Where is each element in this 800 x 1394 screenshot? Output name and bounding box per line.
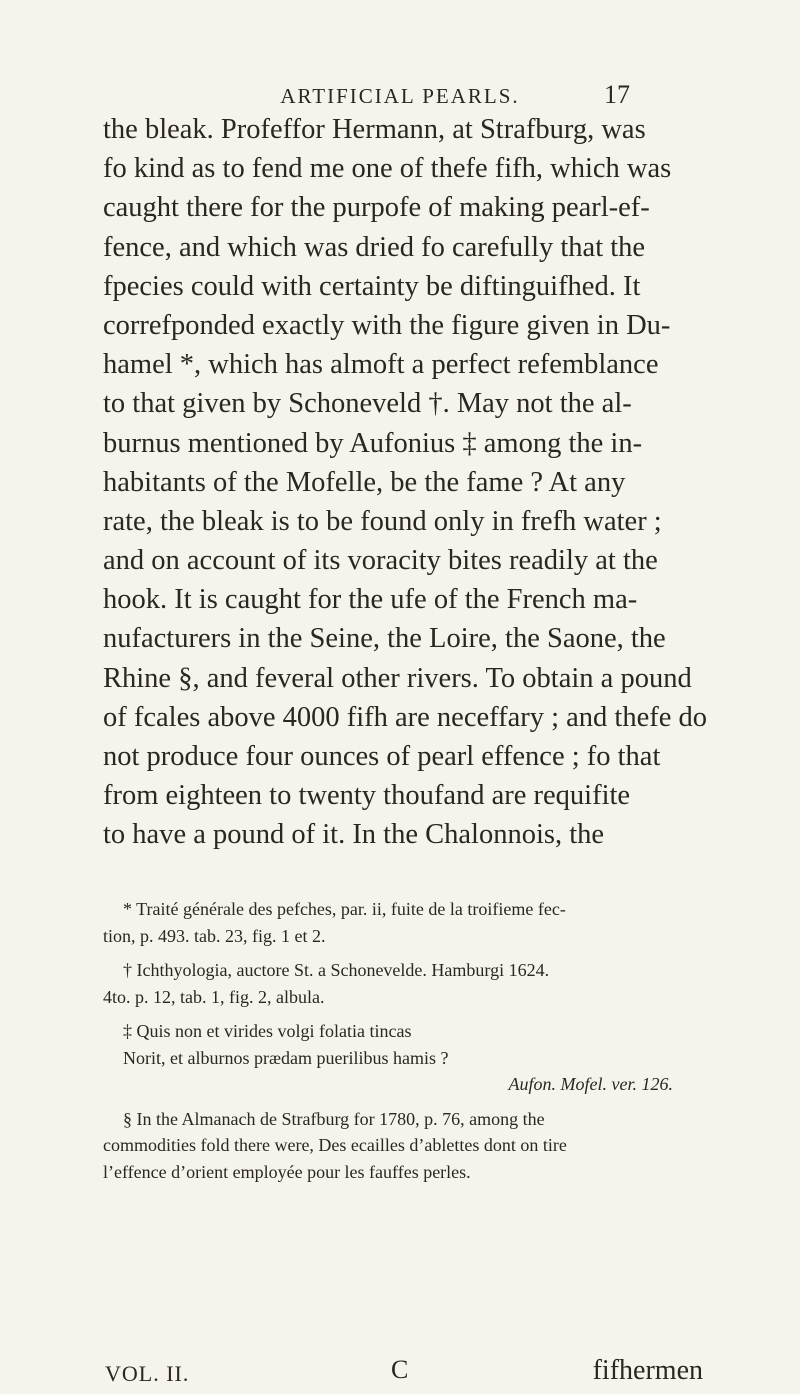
footnote-ddagger-source: Aufon. Mofel. ver. 126.: [508, 1074, 673, 1094]
text-line: rate, the bleak is to be found only in frefh water ;: [103, 505, 662, 537]
text-line: to that given by Schoneveld †. May not the al-: [103, 388, 632, 420]
volume-label: VOL. II.: [105, 1361, 190, 1386]
text-line: correfponded exactly with the figure given in Du-: [103, 309, 671, 341]
footnote-section-line: § In the Almanach de Strafburg for 1780, p. 76, among the: [123, 1108, 545, 1129]
text-line: from eighteen to twenty thoufand are requifite: [103, 780, 631, 812]
catchword: fifhermen: [592, 1355, 703, 1386]
text-line: of fcales above 4000 fifh are neceffary ; and thefe do: [103, 701, 708, 733]
footnote-dagger-line: † Ichthyologia, auctore St. a Schonevelde. Hamburgi 1624.: [123, 960, 550, 980]
page-number: 17: [604, 80, 630, 109]
text-line: the bleak. Profeffor Hermann, at Strafburg, was: [103, 114, 646, 145]
text-line: fpecies could with certainty be diftinguifhed. It: [103, 270, 641, 302]
text-line: nufacturers in the Seine, the Loire, the Saone, the: [103, 623, 666, 655]
text-line: fo kind as to fend me one of thefe fifh, which was: [103, 153, 672, 185]
footnote-section-line: l’effence d’orient employée pour les fauffes perles.: [103, 1161, 471, 1182]
text-line: not produce four ounces of pearl effence ; fo that: [103, 741, 661, 772]
footnote-ddagger-line: ‡ Quis non et virides volgi folatia tincas: [123, 1021, 412, 1041]
text-line: habitants of the Mofelle, be the fame ? At any: [103, 466, 626, 498]
page-footer: [103, 1353, 703, 1393]
text-line: and on account of its voracity bites readily at the: [103, 545, 658, 577]
text-line: caught there for the purpofe of making pearl-ef-: [103, 192, 650, 224]
footnote-dagger-line: 4to. p. 12, tab. 1, fig. 2, albula.: [103, 986, 325, 1007]
signature-mark: C: [391, 1355, 409, 1384]
main-text: [103, 110, 708, 855]
text-line: burnus mentioned by Aufonius ‡ among the in-: [103, 427, 643, 459]
footnotes: [103, 896, 703, 1185]
footnote-star-line: tion, p. 493. tab. 23, fig. 1 et 2.: [103, 925, 326, 946]
running-title: ARTIFICIAL PEARLS.: [280, 84, 520, 108]
text-line: Rhine §, and feveral other rivers. To obtain a pound: [103, 662, 692, 694]
text-line: hamel *, which has almoft a perfect refemblance: [103, 349, 659, 381]
text-line: to have a pound of it. In the Chalonnois, the: [103, 819, 605, 851]
footnote-section-line: commodities fold there were, Des ecailles d’ablettes dont on tire: [103, 1135, 567, 1155]
text-line: fence, and which was dried fo carefully that the: [103, 231, 646, 263]
footnote-ddagger-line: Norit, et alburnos prædam puerilibus hamis ?: [123, 1047, 449, 1068]
footnote-star-line: * Traité générale des pefches, par. ii, fuite de la troifieme fec-: [123, 899, 566, 919]
text-line: hook. It is caught for the ufe of the French ma-: [103, 584, 638, 616]
